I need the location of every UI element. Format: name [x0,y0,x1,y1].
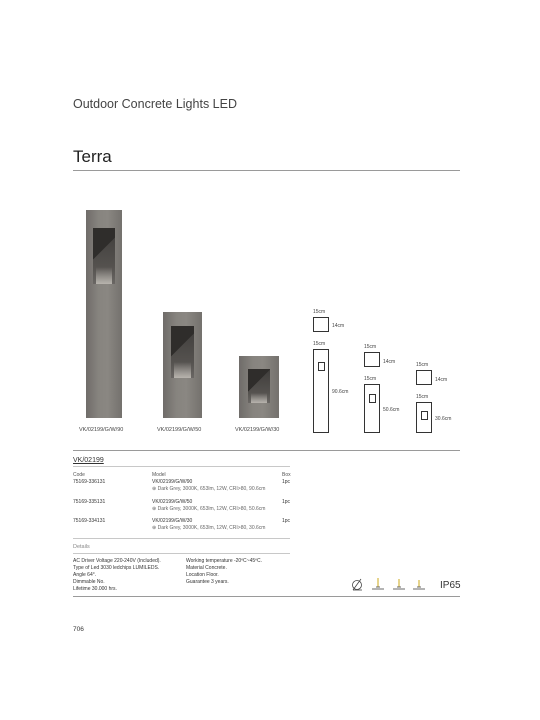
angle-icon [350,577,364,591]
top-view-outline [364,352,380,367]
dimension-label: 15cm [364,344,377,350]
details-divider [73,553,290,554]
row-code: 75169-336131 [73,479,106,485]
detail-line: Working temperature -20ºC~45ºC. [186,558,262,564]
row-model: VK/02199/G/W/30 [152,518,193,524]
picture-caption: VK/02199/G/W/90 [79,427,124,433]
picture-caption: VK/02199/G/W/30 [235,427,280,433]
title-divider [73,170,460,171]
dimension-label: 15cm [364,376,377,382]
bollard-photo-30 [239,356,279,418]
front-view-outline [416,402,432,433]
row-box: 1pc [282,499,291,505]
detail-line: Dimmable No. [73,579,105,585]
column-header-model: Model [152,472,166,478]
top-view-outline [416,370,432,385]
dimension-label: 15cm [416,394,429,400]
row-code: 75169-334131 [73,518,106,524]
dimension-label: 14cm [435,377,448,383]
row-spec: ⊕ Dark Grey, 3000K, 653lm, 12W, CRI>80, 90.6cm [152,486,266,492]
page-number: 706 [73,626,84,633]
front-view-outline [313,349,329,433]
series-code: VK/02199 [73,457,104,464]
detail-line: Material Concrete. [186,565,227,571]
column-header-code: Code [73,472,85,478]
column-header-box: Box [282,472,291,478]
front-view-outline [364,384,380,433]
pictures-divider [73,450,460,451]
detail-line: Location Floor. [186,572,219,578]
details-left-column [73,558,161,593]
detail-line: Lifetime 30.000 hrs. [73,586,117,592]
detail-line: Type of Led 3030 ledchips LUMILEDS. [73,565,160,571]
picture-caption: VK/02199/G/W/50 [157,427,202,433]
detail-line: Guarantee 3 years. [186,579,229,585]
row-model: VK/02199/G/W/50 [152,499,193,505]
floor-light-icon [371,577,385,591]
dimension-label: 15cm [313,309,326,315]
bollard-photo-50 [163,312,202,418]
dimension-label: 90.6cm [332,389,349,395]
dimension-label: 15cm [416,362,429,368]
dimension-label: 50.6cm [383,407,400,413]
row-model: VK/02199/G/W/90 [152,479,193,485]
detail-line: AC Driver Voltage 220-240V (Included). [73,558,161,564]
row-spec: ⊕ Dark Grey, 3000K, 653lm, 12W, CRI>80, 50.6cm [152,506,266,512]
dimension-label: 14cm [332,323,345,329]
details-label: Details [73,544,90,550]
dimension-label: 14cm [383,359,396,365]
bollard-photo-90 [86,210,122,418]
dimension-label: 30.6cm [435,416,452,422]
top-view-outline [313,317,329,332]
row-code: 75169-335131 [73,499,106,505]
table-bottom-divider [73,538,290,539]
ip-rating: IP65 [440,580,461,591]
footer-divider [73,596,460,597]
detail-line: Angle 64°. [73,572,97,578]
dimension-label: 15cm [313,341,326,347]
details-right-column [186,558,262,586]
floor-light-icon [412,577,426,591]
row-spec: ⊕ Dark Grey, 3000K, 653lm, 12W, CRI>80, 30.6cm [152,525,266,531]
product-title: Terra [73,147,112,166]
row-box: 1pc [282,518,291,524]
category-heading: Outdoor Concrete Lights LED [73,97,237,111]
table-divider [73,466,290,467]
floor-light-icon [392,577,406,591]
row-box: 1pc [282,479,291,485]
